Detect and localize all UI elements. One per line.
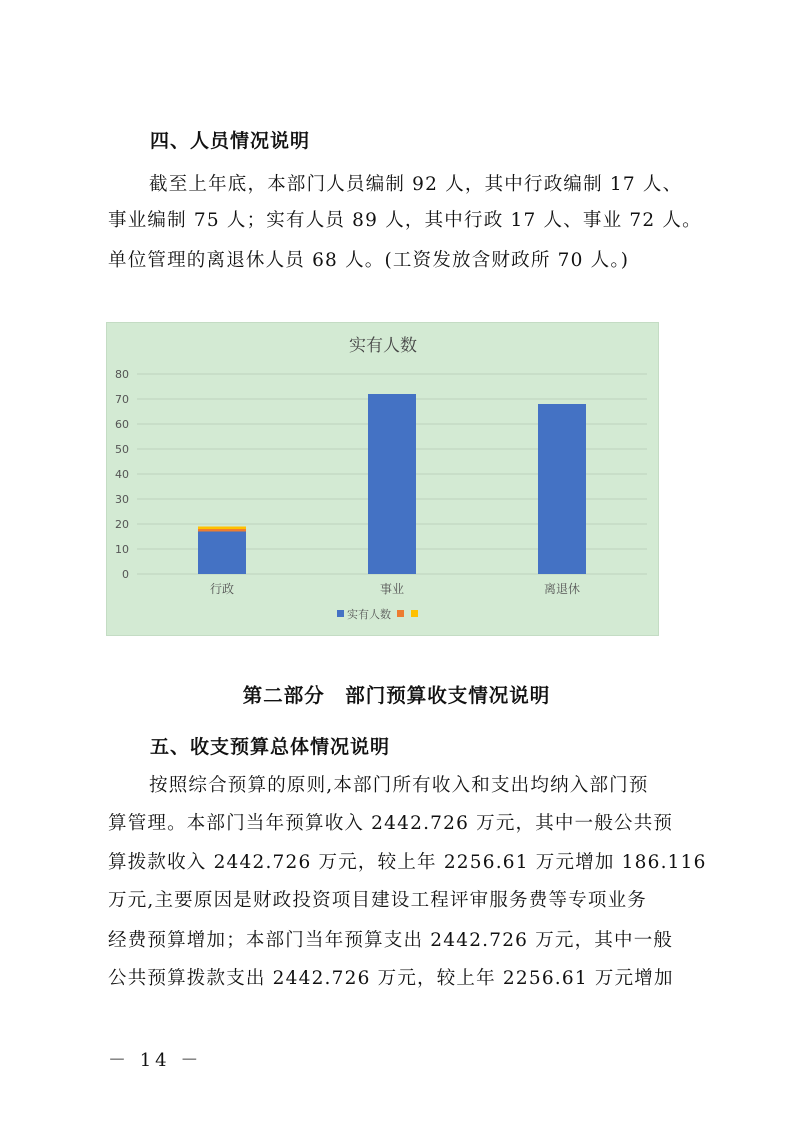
legend-swatch (411, 610, 418, 617)
part-title: 第二部分 部门预算收支情况说明 (242, 684, 551, 707)
y-tick-label: 0 (122, 568, 129, 581)
y-tick-label: 80 (115, 368, 129, 381)
section-heading-budget-overview: 五、收支预算总体情况说明 (150, 736, 391, 758)
bar-main-1 (368, 394, 416, 574)
legend-swatch (337, 610, 344, 617)
paragraph-line: 算拨款收入 2442.726 万元，较上年 2256.61 万元增加 186.116 (108, 852, 707, 873)
y-tick-label: 20 (115, 518, 129, 531)
y-axis (115, 368, 129, 581)
paragraph-line: 事业编制 75 人；实有人员 89 人，其中行政 17 人、事业 72 人。 (108, 210, 702, 231)
bar-main-2 (538, 404, 586, 574)
paragraph-line: 按照综合预算的原则,本部门所有收入和支出均纳入部门预 (149, 775, 649, 796)
section-heading-personnel: 四、人员情况说明 (150, 130, 311, 152)
legend-swatch (397, 610, 404, 617)
y-tick-label: 30 (115, 493, 129, 506)
page-number: － 14 － (108, 1050, 203, 1071)
legend-label: 实有人数 (347, 608, 391, 621)
paragraph-line: 算管理。本部门当年预算收入 2442.726 万元，其中一般公共预 (108, 813, 674, 834)
y-tick-label: 60 (115, 418, 129, 431)
chart-bars (198, 394, 586, 574)
y-tick-label: 70 (115, 393, 129, 406)
paragraph-line: 万元,主要原因是财政投资项目建设工程评审服务费等专项业务 (108, 890, 647, 911)
y-tick-label: 50 (115, 443, 129, 456)
paragraph-line: 单位管理的离退休人员 68 人。(工资发放含财政所 70 人。) (108, 250, 630, 271)
bar-stack-0 (198, 527, 246, 530)
y-tick-label: 10 (115, 543, 129, 556)
bar-main-0 (198, 532, 246, 575)
chart-title: 实有人数 (349, 336, 417, 356)
x-tick-label: 事业 (379, 582, 405, 596)
paragraph-line: 经费预算增加；本部门当年预算支出 2442.726 万元，其中一般 (108, 930, 674, 951)
paragraph-line: 公共预算拨款支出 2442.726 万元，较上年 2256.61 万元增加 (108, 968, 674, 989)
paragraph-line: 截至上年底，本部门人员编制 92 人，其中行政编制 17 人、 (149, 174, 683, 195)
x-tick-label: 行政 (209, 582, 235, 596)
bar-stack-0 (198, 529, 246, 532)
chart-container (106, 322, 659, 636)
bar-chart (107, 323, 660, 637)
x-tick-label: 离退休 (543, 582, 581, 596)
y-tick-label: 40 (115, 468, 129, 481)
chart-legend (337, 607, 418, 621)
x-axis (210, 581, 580, 596)
